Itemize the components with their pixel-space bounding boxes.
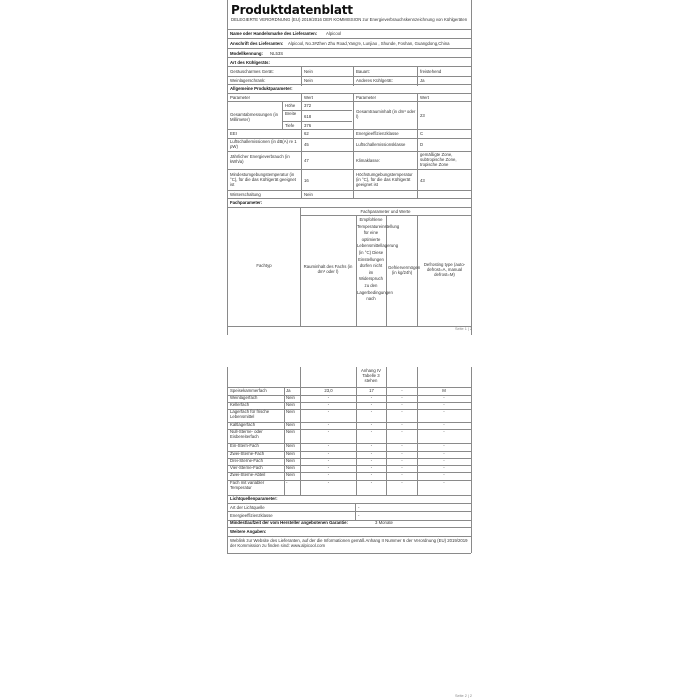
col-param: Parameter <box>356 95 377 100</box>
compartment-cell-present: Nein <box>286 402 295 407</box>
rule <box>227 207 471 208</box>
rule <box>227 553 471 554</box>
compartment-cell-defrost: - <box>443 402 445 407</box>
compartment-cell-freeze: - <box>401 465 403 470</box>
compartment-cell-present: Nein <box>286 465 295 470</box>
climate-value: gemäßigte Zone, subtropische Zone, tropische Zone <box>420 152 457 168</box>
compartment-cell-name: Weinlagerfach <box>230 395 258 400</box>
warranty-value: 3 Monate <box>375 520 393 525</box>
compartment-cell-defrost: - <box>443 395 445 400</box>
compartment-cell-name: Lagerfach für frische Lebensmittel <box>230 409 270 420</box>
eclass-label: Energieeffizienzklasse <box>356 131 399 136</box>
regulation-subtitle: DELEGIERTE VERORDNUNG (EU) 2019/2016 DER KOMMISSION zur Energieverbrauchskennzeichnung von Kühlgeräten <box>231 17 468 22</box>
rule <box>227 536 471 537</box>
min-temp-label: Mindestumgebungstemperatur (in °C), für die das Kühlgerät geeignet ist <box>230 172 296 188</box>
supplier-name-label: Name oder Handelsmarke des Lieferanten: <box>230 31 318 36</box>
energy-value: 47 <box>304 158 309 163</box>
compartment-cell-name: Zwei-Sterne-Fach <box>230 451 265 456</box>
rule <box>284 387 285 495</box>
rule <box>227 198 471 199</box>
compartment-cell-defrost: - <box>443 465 445 470</box>
compartment-cell-name: Fach mit variabler Temperatur <box>230 480 265 491</box>
compartment-cell-defrost: - <box>443 409 445 414</box>
compartment-cell-defrost: - <box>443 458 445 463</box>
compartment-cell-temp: - <box>370 472 373 477</box>
device-row-value: Nein <box>304 78 313 83</box>
compartment-cell-present: Nein <box>286 451 295 456</box>
compartment-cell-volume: - <box>327 451 330 456</box>
rule <box>301 93 302 198</box>
rule <box>417 93 418 198</box>
device-row-label: Geräuscharmes Gerät: <box>230 69 274 74</box>
compartment-cell-name: Null-Sterne- oder Eisbereiterfach <box>230 429 263 440</box>
page-number: Seite 1 | 2 <box>455 327 473 331</box>
rule <box>300 207 301 326</box>
compartment-cell-freeze: - <box>401 480 403 485</box>
supplier-address-label: Anschrift des Lieferanten: <box>230 41 284 46</box>
compartment-cell-temp: - <box>370 422 373 427</box>
winter-label: Winterschaltung <box>230 192 261 197</box>
compartment-cell-temp: - <box>370 409 373 414</box>
climate-label: Klimaklasse: <box>356 158 381 163</box>
compartment-cell-freeze: - <box>401 395 403 400</box>
width-label: Breite <box>285 111 297 116</box>
compartment-cell-name: Kaltlagerfach <box>230 422 256 427</box>
rule <box>353 66 354 86</box>
device-row-label: Weinlagerschrank: <box>230 78 266 83</box>
compartment-cell-volume: - <box>327 429 330 434</box>
compartment-cell-name: Kellerfach <box>230 402 250 407</box>
compartment-cell-present: - <box>286 480 288 485</box>
compartment-cell-temp: - <box>370 395 373 400</box>
page-title: Produktdatenblatt <box>231 3 353 17</box>
compartment-cell-volume: - <box>327 480 330 485</box>
more-heading: Weitere Angaben: <box>230 529 267 534</box>
dims-label: Gesamtabmessungen (in Millimeter) <box>230 112 279 123</box>
page-border <box>227 0 228 335</box>
rule <box>417 367 418 387</box>
col-param: Parameter <box>230 95 251 100</box>
supplier-address-value: Alpicool, No.3#Zhen Zhu Road,Yang'e, Lunjiao , Shunde, Foshan, Guangdong,China <box>288 41 450 46</box>
light-class-label: Energieeffizienzklasse <box>230 513 273 518</box>
rule <box>227 511 471 512</box>
compartment-cell-defrost: - <box>443 429 445 434</box>
eei-label: EEI <box>230 131 237 136</box>
compartment-cell-temp: 17 <box>369 388 374 393</box>
device-row-value: Ja <box>420 78 425 83</box>
rule <box>300 367 301 387</box>
rule <box>417 66 418 86</box>
rule <box>282 101 283 129</box>
min-temp-value: 16 <box>304 178 309 183</box>
device-row-value: freistehend <box>420 69 442 74</box>
width-value: 618 <box>304 114 312 119</box>
rule <box>227 66 471 67</box>
compartment-cell-freeze: - <box>401 402 403 407</box>
compartment-cell-volume: - <box>327 472 330 477</box>
light-class-value: - <box>358 513 360 518</box>
compartment-cell-temp: - <box>370 402 373 407</box>
col-value: Wert <box>420 95 429 100</box>
rule <box>227 326 471 327</box>
compartment-cell-volume: 23,0 <box>324 388 333 393</box>
compartment-cell-present: Nein <box>286 409 295 414</box>
rule <box>227 527 471 528</box>
eclass-value: C <box>420 131 424 136</box>
weblink-text: Weblink zur Website des Lieferanten, auf der die Informationen gemäß Anhang II Nummer 6 der Verordnung (EU) 2019/2019 der Kommission zu finden sind: www.alpicool.com <box>230 538 468 549</box>
compartment-cell-defrost: - <box>443 472 445 477</box>
compartment-cell-defrost: M <box>442 388 446 393</box>
compartment-cell-temp: - <box>370 443 373 448</box>
col-freeze-header: Gefriervermögen (in kg/24h) <box>388 265 421 276</box>
rule <box>227 29 471 30</box>
compartment-subheading: Fachparameter und Werte <box>360 209 411 214</box>
rule <box>386 215 387 326</box>
page-border <box>471 367 472 553</box>
max-temp-value: 43 <box>420 178 425 183</box>
compartment-cell-volume: - <box>327 443 330 448</box>
compartment-cell-name: Ein-Stern-Fach <box>230 443 259 448</box>
compartment-cell-present: Nein <box>286 472 295 477</box>
compartment-cell-freeze: - <box>401 443 403 448</box>
total-volume-value: 23 <box>420 113 425 118</box>
noise-class-value: D <box>420 142 424 147</box>
page-number: Seite 2 | 2 <box>455 694 473 698</box>
eei-value: 62 <box>304 131 309 136</box>
depth-label: Tiefe <box>285 123 295 128</box>
compartment-cell-present: Nein <box>286 395 295 400</box>
rule <box>353 93 354 198</box>
rule <box>417 215 418 326</box>
rule <box>227 129 471 130</box>
compartment-cell-temp: - <box>370 480 373 485</box>
compartment-cell-volume: - <box>327 402 330 407</box>
compartment-cell-freeze: - <box>401 451 403 456</box>
compartment-cell-name: Speisekammerfach <box>230 388 267 393</box>
winter-value: Nein <box>304 192 313 197</box>
noise-value: 45 <box>304 142 309 147</box>
noise-class-label: Luftschallemissionsklasse <box>356 142 406 147</box>
compartment-cell-present: Nein <box>286 458 295 463</box>
compartment-heading: Fachparameter: <box>230 200 263 205</box>
rule <box>227 503 471 504</box>
compartment-cell-defrost: - <box>443 480 445 485</box>
compartment-cell-volume: - <box>327 458 330 463</box>
compartment-cell-temp: - <box>370 458 373 463</box>
compartment-cell-name: Drei-Sterne-Fach <box>230 458 263 463</box>
rule <box>227 84 471 85</box>
height-value: 372 <box>304 103 312 108</box>
compartment-cell-freeze: - <box>401 422 403 427</box>
warranty-label: Mindestlaufzeit der vom Hersteller angebotenen Garantie: <box>230 520 348 525</box>
col-volume-header: Rauminhalt des Fachs (in dm³ oder l) <box>303 264 353 275</box>
light-type-value: - <box>358 505 360 510</box>
rule <box>227 101 471 102</box>
rule <box>227 76 471 77</box>
model-label: Modellkennung: <box>230 51 263 56</box>
rule <box>227 169 471 170</box>
general-heading: Allgemeine Produktparameter: <box>230 86 293 91</box>
col-temp-header-cont: Anhang IV Tabelle 3 stehen <box>360 368 382 384</box>
light-heading: Lichtquellenparameter: <box>230 496 278 501</box>
compartment-cell-present: Nein <box>286 422 295 427</box>
light-type-label: Art der Lichtquelle <box>230 505 265 510</box>
fachtyp-label: Fachtyp <box>256 263 272 268</box>
compartment-cell-volume: - <box>327 395 330 400</box>
col-defrost-header: Defrosting type (auto-defrost=A, manual defrost=M) <box>423 262 466 278</box>
rule <box>227 48 471 49</box>
supplier-name-value: Alpicool <box>326 31 342 36</box>
compartment-cell-defrost: - <box>443 443 445 448</box>
compartment-cell-freeze: - <box>401 458 403 463</box>
rule <box>227 190 471 191</box>
compartment-cell-volume: - <box>327 422 330 427</box>
model-value: NL53S <box>270 51 284 56</box>
col-value: Wert <box>304 95 313 100</box>
compartment-cell-freeze: - <box>401 472 403 477</box>
compartment-cell-temp: - <box>370 429 373 434</box>
compartment-cell-temp: - <box>370 465 373 470</box>
device-row-label: Bauart: <box>356 69 370 74</box>
energy-label: Jährlicher Energieverbrauch (in kWh/a) <box>230 154 290 165</box>
compartment-cell-defrost: - <box>443 422 445 427</box>
rule <box>227 57 471 58</box>
depth-value: 376 <box>304 123 312 128</box>
noise-label: Luftschallemissionen (in dB(A) re 1 pW) <box>230 139 297 150</box>
device-type-heading: Art des Kühlgeräts: <box>230 60 270 65</box>
rule <box>386 367 387 387</box>
compartment-cell-present: Nein <box>286 429 295 434</box>
compartment-cell-present: Nein <box>286 443 295 448</box>
max-temp-label: Höchstumgebungstemperatur (in °C), für die das Kühlgerät geeignet ist <box>356 172 413 188</box>
rule <box>227 93 471 94</box>
device-row-label: Anderes Kühlgerät: <box>356 78 393 83</box>
compartment-cell-temp: - <box>370 451 373 456</box>
device-row-value: Nein <box>304 69 313 74</box>
compartment-cell-name: Vier-Sterne-Fach <box>230 465 263 470</box>
compartment-cell-freeze: - <box>401 409 403 414</box>
rule <box>301 66 302 86</box>
compartment-cell-defrost: - <box>443 451 445 456</box>
compartment-cell-present: Ja <box>286 388 291 393</box>
total-volume-label: Gesamtrauminhalt (in dm³ oder l) <box>356 109 416 120</box>
compartment-cell-freeze: - <box>401 388 403 393</box>
col-temp-header: Empfohlene Temperatureinstellung für eine optimierte Lebensmittellagerung (in °C) Diese Einstellungen dürfen nicht im Widerspruch zu den Lagerbedingungen nach <box>357 217 400 302</box>
page-border <box>471 0 472 335</box>
rule <box>227 38 471 39</box>
compartment-cell-volume: - <box>327 409 330 414</box>
compartment-cell-freeze: - <box>401 429 403 434</box>
height-label: Höhe <box>285 103 296 108</box>
compartment-cell-volume: - <box>327 465 330 470</box>
rule <box>282 121 352 122</box>
compartment-cell-name: Zwei-Sterne-Abteil <box>230 472 266 477</box>
